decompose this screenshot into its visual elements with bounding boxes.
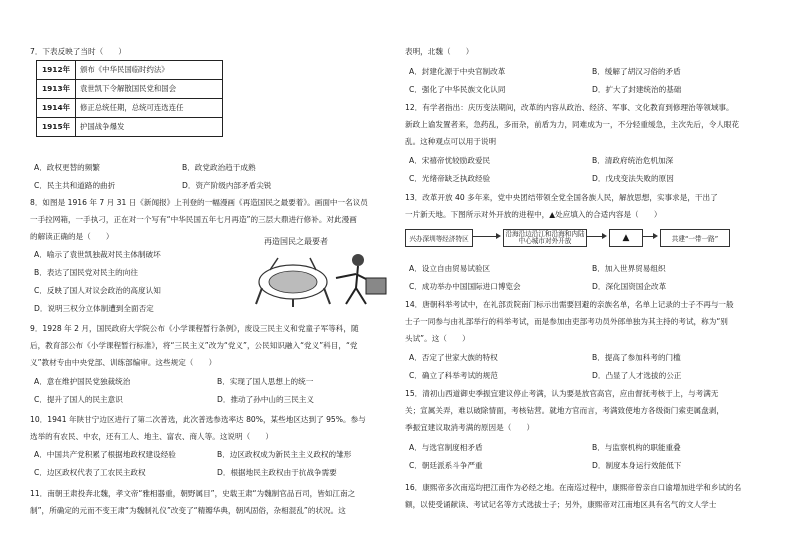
q12-option-c: C．光绪帝缺乏执政经验 [409, 174, 491, 183]
event-cell: 护国战争爆发 [76, 118, 223, 137]
year-cell: 1912年 [37, 61, 76, 80]
q7-option-d: D．资产阶级内部矛盾尖锐 [182, 181, 272, 190]
q9-option-a: A．意在维护国民党独裁统治 [34, 377, 131, 386]
year-cell: 1914年 [37, 99, 76, 118]
q9-option-b: B．实现了国人思想上的统一 [217, 377, 314, 386]
q7-option-b: B．政党政治趋于成熟 [182, 163, 256, 172]
q8-option-d: D．说明三权分立体制遭到全面否定 [34, 304, 154, 313]
q14-line1: 14．唐朝科举考试中，在礼部贡院南门标示出需要回避的亲族名单，名单上记录的士子不再与一般 [405, 300, 734, 309]
q14-option-c: C．确立了科举考试的规范 [409, 371, 498, 380]
q15-line3: 季振宜建议取消考满的原因是（ ） [405, 423, 535, 432]
table-row [37, 80, 223, 99]
q8-option-a: A．喻示了袁世凯独裁对民主体制破坏 [34, 250, 161, 259]
table-row [37, 99, 223, 118]
q11-line2: 制”，所确定的元而不变王肃“为魏制礼仪”改变了“精瓣华典，朝风固俗，杂相混乱”的状况。这 [30, 506, 346, 515]
q15-option-c: C．朝廷派系斗争严重 [409, 461, 483, 470]
q16-line2: 额，以使受诵献读、考试记名等方式选拔士子；另外，康熙帝对江南地区具有名气的文人学士 [405, 500, 717, 509]
q12-line1: 12．有学者指出：庆历变法期间，改革的内容从政治、经济、军事、文化教育到修理治等领域事。 [405, 103, 734, 112]
q12-line2: 新政上谕发置者来，急药乱，多而杂，前盾为力，同难成为一，不分轻重缓急，主次先后，令人眼花 [405, 120, 740, 129]
q13-option-d: D．深化国资国企改革 [592, 282, 667, 291]
q8-cartoon-image [248, 237, 396, 307]
event-cell: 修正总统任期，总统可连选连任 [76, 99, 223, 118]
q13-option-c: C．成功举办中国国际进口博览会 [409, 282, 521, 291]
flow-arrow [472, 236, 497, 237]
q11-option-a: A．封建化源于中央官制改革 [409, 67, 506, 76]
q15-option-a: A．与选官制度相矛盾 [409, 443, 483, 452]
q9-line2: 后，教育部公布《小学课程暂行标准》，将“三民主义”改为“党义”，公民知识融入“党义”科目，“党 [30, 341, 358, 350]
q8-option-b: B．表达了国民党对民主的向往 [34, 268, 138, 277]
cartoon-drawing [248, 248, 396, 308]
q10-line1: 10．1941 年陕甘宁边区进行了第二次普选，此次普选参选率达 80%，某些地区达到了 95%。参与 [30, 415, 366, 424]
q10-option-b: B．边区政权成为新民主主义政权的雏形 [217, 450, 352, 459]
q10-option-a: A．中国共产党积累了根据地政权建设经验 [34, 450, 176, 459]
flow-step-blank: ▲ [609, 229, 643, 247]
q15-line2: 关；宣属关弄，难以破除情面，考核钻营。就地方官而言，考满致使地方各级衙门索吏属盘剥， [405, 406, 724, 415]
q8-option-c: C．反映了国人对议会政治的高度认知 [34, 286, 161, 295]
q8-line1: 8．如图是 1916 年 7 月 31 日《新闻报》上刊登的一幅漫画《再造国民之最要着》。画面中一名议员 [30, 198, 368, 207]
q11-option-b: B．缓解了胡汉习俗的矛盾 [592, 67, 681, 76]
flow-step-1: 兴办深圳等经济特区 [405, 229, 473, 247]
q14-line3: 头试”。这（ ） [405, 334, 470, 343]
q7-option-c: C．民主共和道路的曲折 [34, 181, 116, 190]
q15-line1: 15．清初山西道御史季振宜建议停止考满，认为要是放官高官，应由督抚考核于上，与考满无 [405, 389, 719, 398]
q9-line1: 9．1928 年 2 月，国民政府大学院公布《小学课程暂行条例》，废设三民主义和党童子军等科，随 [30, 324, 359, 333]
arrow-icon [602, 233, 607, 239]
flow-arrow [586, 236, 603, 237]
q13-option-b: B．加入世界贸易组织 [592, 264, 666, 273]
arrow-icon [496, 233, 501, 239]
flow-step-2: 沿海沿边沿江和沿海和内陆中心城市对外开放 [503, 229, 587, 247]
q16-line1: 16．康熙帝多次南巡均把江南作为必经之地。在南巡过程中，康熙帝曾亲自口谕增加进学和乡试的名 [405, 483, 742, 492]
q13-option-a: A．设立自由贸易试验区 [409, 264, 491, 273]
q10-line2: 选举的有农民、中农，还有工人、地主、富农、商人等。这说明（ ） [30, 432, 273, 441]
q12-option-a: A．宋禧帝忧较励政爱民 [409, 156, 491, 165]
year-cell: 1913年 [37, 80, 76, 99]
q8-line2: 一手拉网箱，一手执刁，正在对一个写有“中华民国五年七月再造”的三层大鼎进行修补。对此漫画 [30, 215, 357, 224]
q13-line1: 13．改革开放 40 多年来，党中央团结带领全党全国各族人民，解放思想，实事求是，干出了 [405, 193, 718, 202]
q14-line2: 士子一同参与由礼部举行的科举考试，而是参加由吏部考功员外郎单独为其主持的考试，称为“别 [405, 317, 728, 326]
q15-option-b: B．与监察机构的职能重叠 [592, 443, 681, 452]
q10-option-d: D．根据地民主政权由于抗战争需要 [217, 468, 337, 477]
q11-option-c: C．强化了中华民族文化认同 [409, 85, 506, 94]
q9-option-d: D．推动了孙中山的三民主义 [217, 395, 314, 404]
q11-option-d: D．扩大了封建统治的基础 [592, 85, 682, 94]
q14-option-a: A．否定了世家大族的特权 [409, 353, 498, 362]
q12-option-d: D．戊戌变法失败的原因 [592, 174, 674, 183]
q12-option-b: B．清政府统治危机加深 [592, 156, 674, 165]
year-cell: 1915年 [37, 118, 76, 137]
q9-line3: 义”教材专由中央党部、训练部编审。这些规定（ ） [30, 358, 217, 367]
q13-line2: 一片新天地。下图所示对外开放的进程中，▲处应填入的合适内容是（ ） [405, 210, 662, 219]
q7-stem: 7．下表反映了当时（ ） [30, 47, 126, 56]
q14-option-d: D．凸显了人才选拔的公正 [592, 371, 682, 380]
q7-table [36, 60, 223, 137]
q11-cont-line1: 表明，北魏（ ） [405, 47, 474, 56]
cartoon-title: 再造国民之最要者 [264, 237, 328, 246]
q12-line3: 乱。这种观点可以用于说明 [405, 137, 497, 146]
arrow-icon [653, 233, 658, 239]
q9-option-c: C．提升了国人的民主意识 [34, 395, 123, 404]
q7-option-a: A．政权更替的频繁 [34, 163, 100, 172]
q14-option-b: B．提高了参加科考的门槛 [592, 353, 681, 362]
table-row [37, 118, 223, 137]
table-row [37, 61, 223, 80]
event-cell: 颁布《中华民国临时约法》 [76, 61, 223, 80]
event-cell: 袁世凯下令解散国民党和国会 [76, 80, 223, 99]
q15-option-d: D．制度本身运行效能低下 [592, 461, 682, 470]
q10-option-c: C．边区政权代表了工农民主政权 [34, 468, 146, 477]
q11-line1: 11．南朝王肃投奔北魏，孝文帝“雅相器重，朝野属目”，史载王肃“为魏制官品百司，皆如江南之 [30, 489, 356, 498]
q8-line3: 的解读正确的是（ ） [30, 232, 114, 241]
flow-step-4: 共建“一带一路” [660, 229, 730, 247]
